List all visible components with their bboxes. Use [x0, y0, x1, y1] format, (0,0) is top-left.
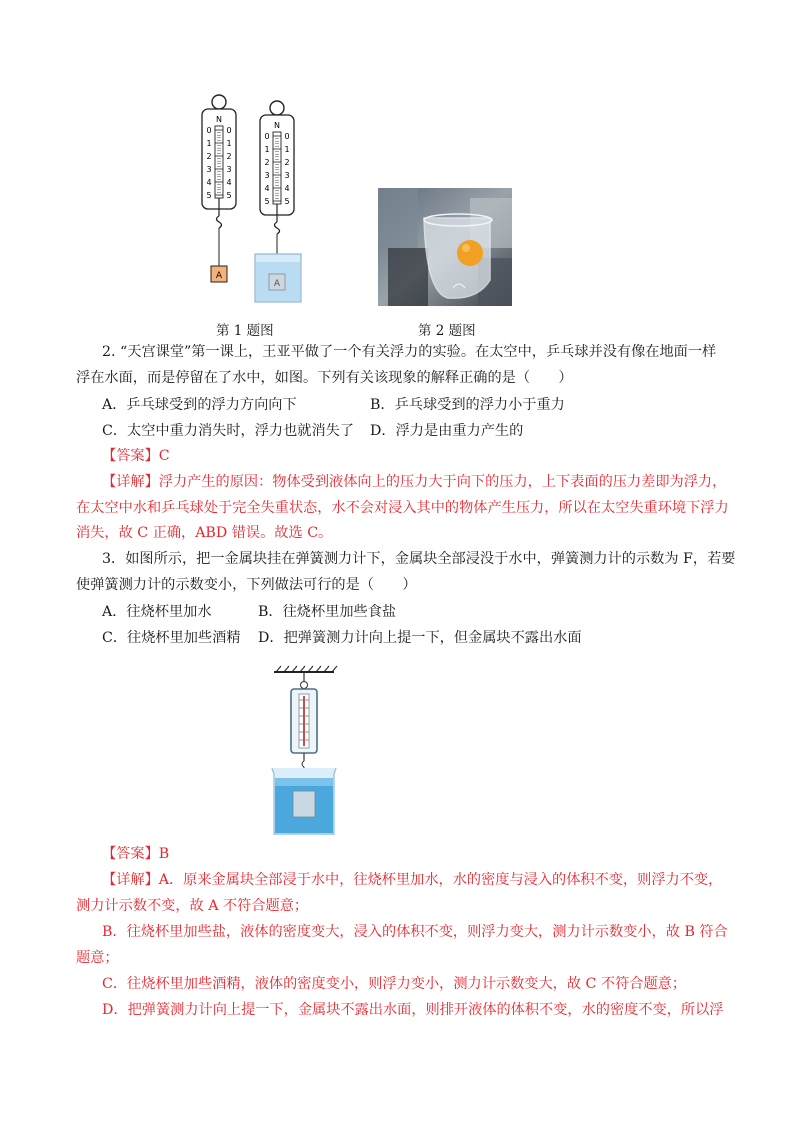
q2-detail-line-1: 【详解】浮力产生的原因：物体受到液体向上的压力大于向下的压力，上下表面的压力差即为浮力， [102, 474, 727, 490]
q2-detail-line-3: 消失，故 C 正确，ABD 错误。故选 C。 [76, 525, 333, 541]
scale-unit-label: N [216, 115, 222, 124]
scale-tick-label: 0 [206, 126, 212, 135]
scale-tick-label: 1 [226, 139, 232, 148]
figure-1-spring-scales [195, 92, 305, 312]
scale-tick-label: 0 [264, 132, 270, 141]
q3-detail-c: C．往烧杯里加些酒精，液体的密度变小，则浮力变小，测力计示数变大，故 C 不符合题意； [102, 976, 687, 992]
q2-option-a: A．乒乓球受到的浮力方向向下 [102, 397, 297, 413]
figure-1-caption: 第 1 题图 [216, 323, 274, 339]
scale-tick-label: 1 [206, 139, 212, 148]
q3-stem-line-2: 使弹簧测力计的示数变小，下列做法可行的是（ ） [76, 577, 417, 593]
q3-detail-a-line-2: 测力计示数不变，故 A 不符合题意； [76, 898, 309, 914]
q3-detail-b-line-1: B．往烧杯里加些盐，液体的密度变大，浸入的体积不变，则浮力变大，测力计示数变小，故 B 符合 [102, 924, 728, 940]
q2-option-d: D．浮力是由重力产生的 [370, 423, 524, 439]
spring-scale-left [202, 95, 236, 282]
scale-tick-label: 2 [226, 152, 232, 161]
scale-tick-label: 2 [206, 152, 212, 161]
scale-tick-label: 1 [264, 145, 270, 154]
q2-stem-line-1: 2. “天宫课堂”第一课上，王亚平做了一个有关浮力的实验。在太空中，乒乓球并没有像在地面一样 [102, 344, 717, 360]
scale-tick-label: 4 [284, 184, 290, 193]
scale-tick-label: 3 [284, 171, 290, 180]
q3-detail-b-line-2: 题意； [76, 950, 119, 966]
scale-unit-label: N [274, 121, 280, 130]
q3-option-a: A．往烧杯里加水 [102, 604, 212, 620]
q3-detail-a-line-1: 【详解】A．原来金属块全部浸于水中，往烧杯里加水，水的密度与浸入的体积不变，则浮力不变， [102, 872, 723, 888]
figure-2-caption: 第 2 题图 [418, 323, 476, 339]
scale-tick-label: 5 [206, 191, 212, 200]
q2-option-c: C．太空中重力消失时，浮力也就消失了 [102, 423, 355, 439]
scale-tick-label: 2 [284, 158, 290, 167]
scale-tick-label: 3 [264, 171, 270, 180]
scale-tick-label: 0 [284, 132, 290, 141]
scale-tick-label: 5 [284, 197, 290, 206]
q3-option-b: B．往烧杯里加些食盐 [258, 604, 397, 620]
q3-detail-d: D．把弹簧测力计向上提一下，金属块不露出水面，则排开液体的体积不变，水的密度不变，所以浮 [102, 1002, 724, 1018]
q2-stem-line-2: 浮在水面，而是停留在了水中，如图。下列有关该现象的解释正确的是（ ） [76, 370, 573, 386]
scale-tick-label: 0 [226, 126, 232, 135]
spring-scale-right [255, 101, 301, 302]
scale-tick-label: 4 [264, 184, 270, 193]
scale-tick-label: 4 [226, 178, 232, 187]
figure-3-scale-beaker [268, 664, 340, 836]
q2-detail-line-2: 在太空中水和乒乓球处于完全失重状态，水不会对浸入其中的物体产生压力，所以在太空失重环境下浮力 [76, 500, 729, 516]
q3-answer: 【答案】B [102, 846, 170, 862]
scale-tick-label: 2 [264, 158, 270, 167]
scale-tick-label: 3 [226, 165, 232, 174]
q2-answer: 【答案】C [102, 448, 170, 464]
q2-option-b: B．乒乓球受到的浮力小于重力 [370, 397, 565, 413]
q3-option-d: D．把弹簧测力计向上提一下，但金属块不露出水面 [258, 630, 582, 646]
scale-tick-label: 3 [206, 165, 212, 174]
figure-2-space-photo [378, 188, 512, 306]
block-a-label: A [273, 279, 281, 289]
scale-tick-label: 1 [284, 145, 290, 154]
block-a-label: A [215, 271, 223, 281]
scale-tick-label: 5 [226, 191, 232, 200]
scale-tick-label: 5 [264, 197, 270, 206]
q3-option-c: C．往烧杯里加些酒精 [102, 630, 241, 646]
scale-tick-label: 4 [206, 178, 212, 187]
q3-stem-line-1: 3．如图所示，把一金属块挂在弹簧测力计下，金属块全部浸没于水中，弹簧测力计的示数为 F，若要 [102, 551, 736, 567]
